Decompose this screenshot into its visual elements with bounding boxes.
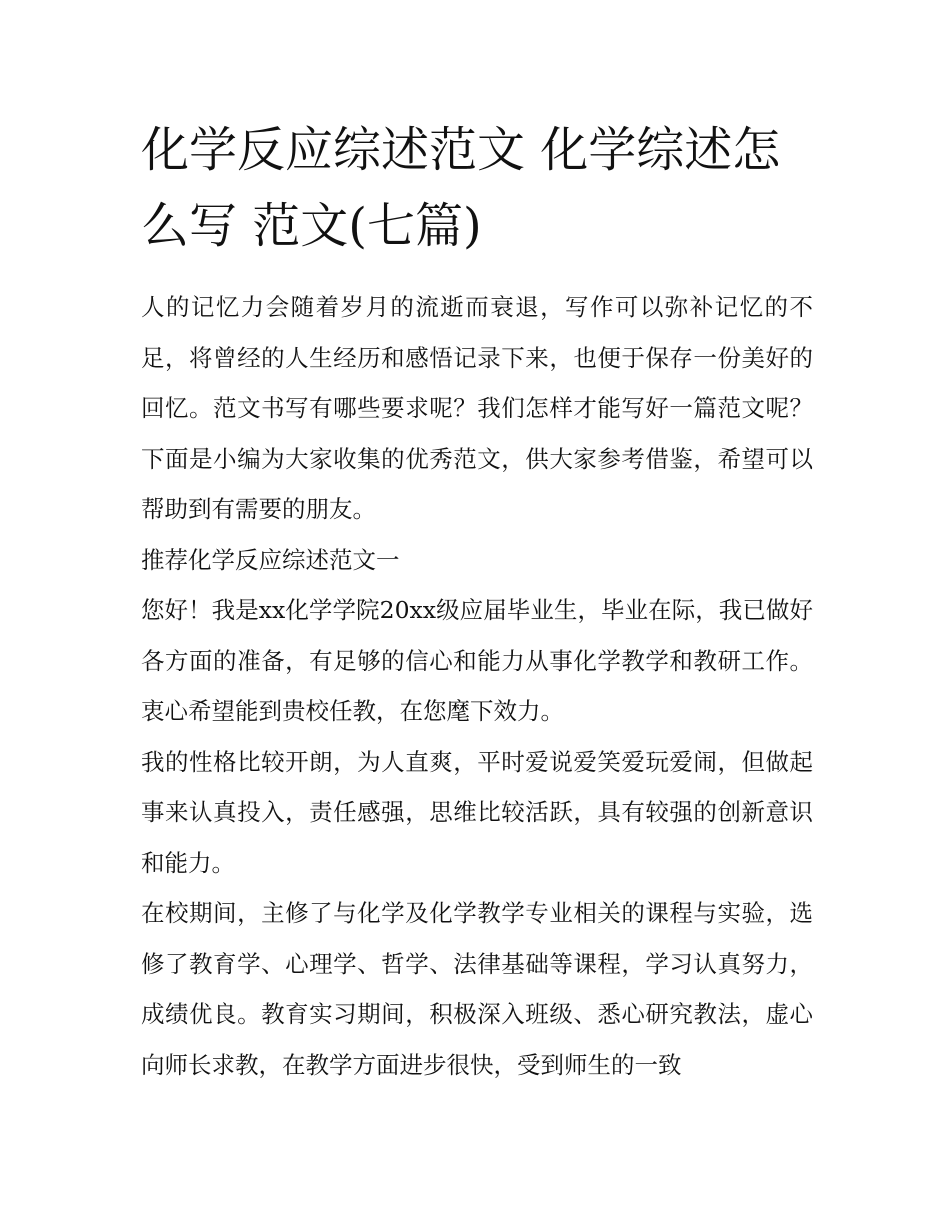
- document-page: [141, 112, 813, 1090]
- document-title: 化学反应综述范文 化学综述怎么写 范文(七篇): [141, 122, 781, 254]
- paragraph-greeting: 您好！我是xx化学学院20xx级应届毕业生，毕业在际，我已做好各方面的准备，有足够的信心和能力从事化学教学和教研工作。衷心希望能到贵校任教，在您麾下效力。: [141, 596, 813, 725]
- paragraph-personality: 我的性格比较开朗，为人直爽，平时爱说爱笑爱玩爱闹，但做起事来认真投入，责任感强，思维比较活跃，具有较强的创新意识和能力。: [141, 747, 813, 877]
- section-heading: 推荐化学反应综述范文一: [141, 545, 400, 574]
- paragraph-studies: 在校期间，主修了与化学及化学教学专业相关的课程与实验，选修了教育学、心理学、哲学、法律基础等课程，学习认真努力，成绩优良。教育实习期间，积极深入班级、悉心研究教法，虚心向师长求教，在教学方面进步很快，受到师生的一致: [141, 899, 813, 1079]
- paragraph-intro: 人的记忆力会随着岁月的流逝而衰退，写作可以弥补记忆的不足，将曾经的人生经历和感悟记录下来，也便于保存一份美好的回忆。范文书写有哪些要求呢？我们怎样才能写好一篇范文呢？下面是小编为大家收集的优秀范文，供大家参考借鉴，希望可以帮助到有需要的朋友。: [141, 293, 813, 523]
